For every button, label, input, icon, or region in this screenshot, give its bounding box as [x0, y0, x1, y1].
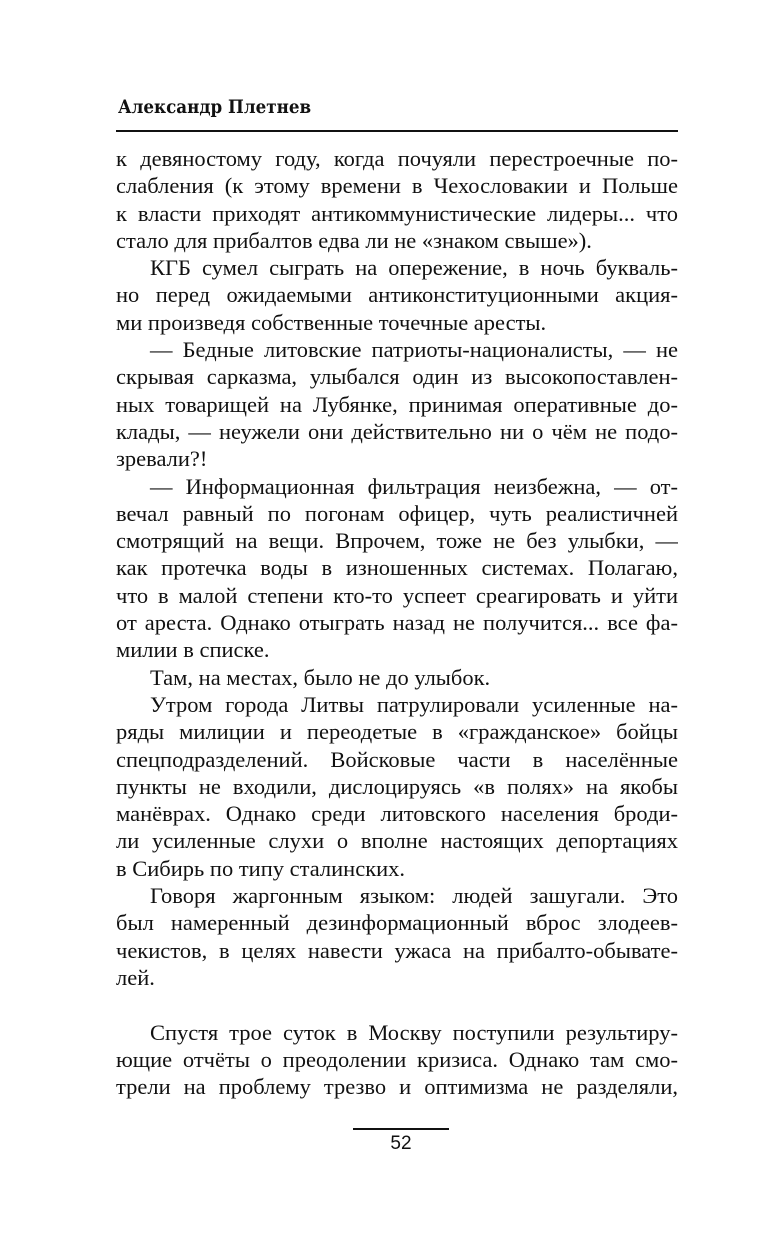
text-line: спецподразделений. Войсковые части в населённые: [116, 746, 678, 772]
text-line: КГБ сумел сыграть на опережение, в ночь букваль-: [150, 255, 678, 281]
text-line: ли усиленные слухи о вполне настоящих депортациях: [116, 828, 678, 854]
text-line: скрывая сарказма, улыбался один из высокопоставлен-: [116, 364, 678, 390]
text-line: слабления (к этому времени в Чехословакии и Польше: [116, 173, 678, 199]
text-line: стало для прибалтов едва ли не «знаком свыше»).: [116, 227, 592, 253]
text-line: как протечка воды в изношенных системах. Полагаю,: [116, 555, 678, 581]
text-line: к власти приходят антикоммунистические лидеры... что: [116, 200, 678, 226]
text-line: ряды милиции и переодетые в «гражданское» бойцы: [116, 719, 678, 745]
text-line: Там, на местах, было не до улыбок.: [150, 664, 491, 690]
text-line: милии в списке.: [116, 637, 270, 663]
body-text: [116, 145, 678, 1100]
text-line: Утром города Литвы патрулировали усиленные на-: [150, 691, 678, 717]
blank-line: [116, 991, 678, 1018]
text-line: от ареста. Однако отыграть назад не получится... все фа-: [116, 610, 678, 636]
text-line: манёврах. Однако среди литовского населения броди-: [116, 801, 678, 827]
text-line: был намеренный дезинформационный вброс злодеев-: [116, 910, 678, 936]
running-head: Александр Плетнев: [118, 96, 312, 118]
text-line: к девяностому году, когда почуяли перестроечные по-: [116, 146, 678, 171]
text-line: Спустя трое суток в Москву поступили результиру-: [150, 1019, 678, 1045]
text-line: клады, — неужели они действительно ни о чём не подо-: [116, 418, 678, 444]
page-number: 52: [390, 1133, 412, 1154]
text-line: смотрящий на вещи. Впрочем, тоже не без улыбки, —: [116, 528, 678, 554]
text-line: трели на проблему трезво и оптимизма не разделяли,: [116, 1074, 678, 1100]
text-line: но перед ожидаемыми антиконституционными акция-: [116, 282, 678, 308]
text-line: — Бедные литовские патриоты-националисты, — не: [150, 337, 678, 363]
header-rule: [116, 130, 678, 132]
text-line: — Информационная фильтрация неизбежна, — от-: [150, 473, 678, 499]
text-line: ми произведя собственные точечные аресты.: [116, 309, 547, 335]
text-line: Говоря жаргонным языком: людей зашугали. Это: [150, 883, 678, 909]
text-line: пункты не входили, дислоцируясь «в полях» на якобы: [116, 773, 678, 799]
footer-rule: [353, 1128, 449, 1130]
text-line: в Сибирь по типу сталинских.: [116, 855, 406, 881]
text-line: чекистов, в целях навести ужаса на прибалто-обывате-: [116, 937, 678, 963]
text-line: ных товарищей на Лубянке, принимая оперативные до-: [116, 391, 678, 417]
text-line: лей.: [116, 964, 155, 990]
text-line: ющие отчёты о преодолении кризиса. Однако там смо-: [116, 1046, 678, 1072]
text-line: что в малой степени кто-то успеет среагировать и уйти: [116, 582, 678, 608]
text-line: вечал равный по погонам офицер, чуть реалистичней: [116, 500, 678, 526]
text-line: зревали?!: [116, 446, 208, 472]
